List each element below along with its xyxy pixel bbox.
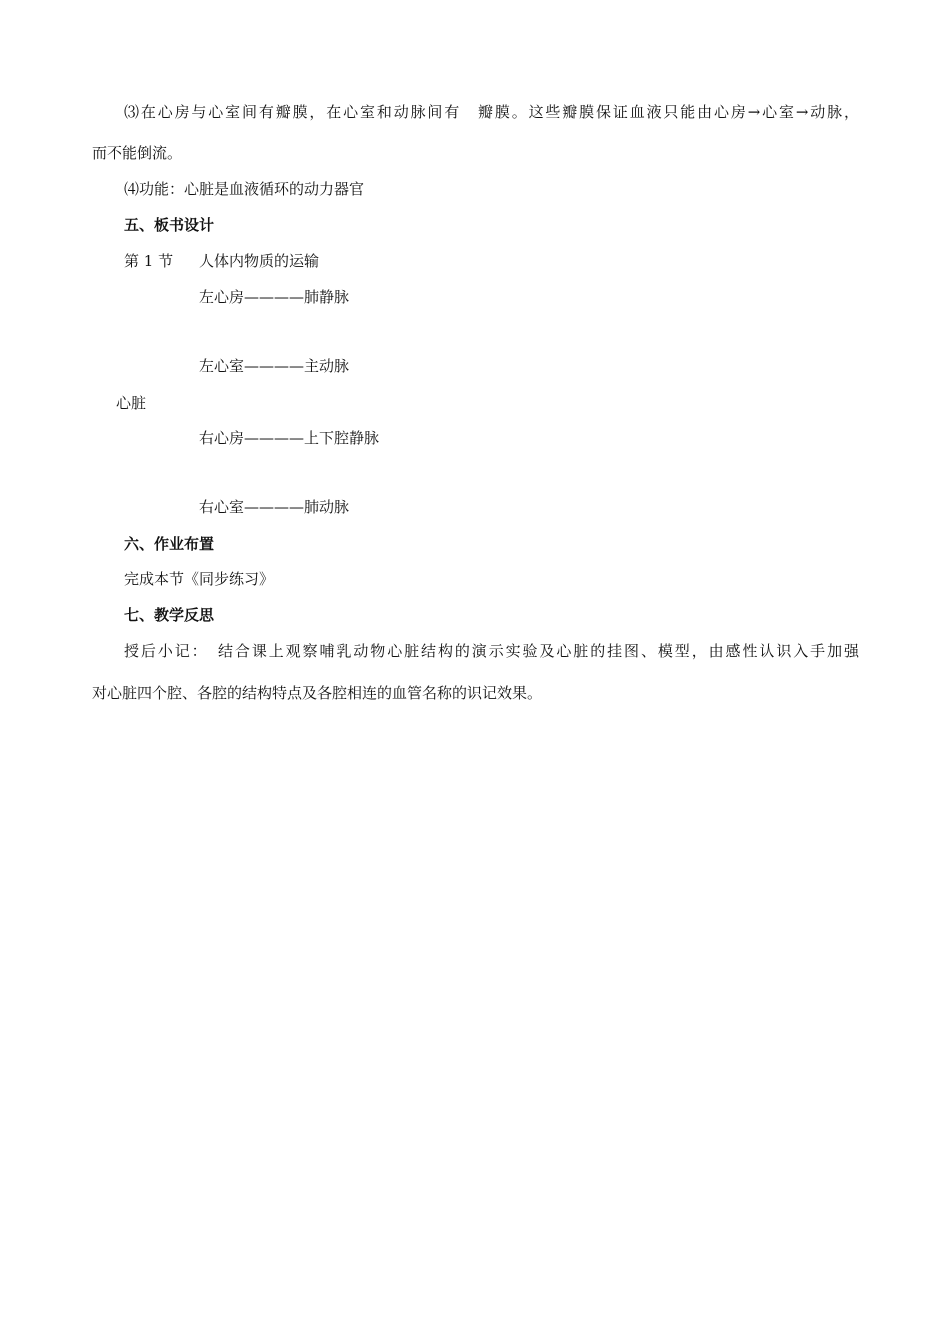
reflection-line-2: 对心脏四个腔、各腔的结构特点及各腔相连的血管名称的识记效果。 [92,684,543,702]
paragraph-valves-line-2: 而不能倒流。 [92,144,183,162]
paragraph-valves-line-1: ⑶在心房与心室间有瓣膜，在心室和动脉间有 瓣膜。这些瓣膜保证血液只能由心房→心室→动脉， [124,103,859,121]
reflection-line-1: 授后小记： 结合课上观察哺乳动物心脏结构的演示实验及心脏的挂图、模型，由感性认识入手加强 [124,642,859,660]
board-lesson-number: 第 1 节 [124,252,174,270]
board-heart-label: 心脏 [116,394,147,412]
board-lesson-title: 人体内物质的运输 [199,252,320,270]
section-heading-reflection: 七、教学反思 [124,606,215,624]
paragraph-function: ⑷功能：心脏是血液循环的动力器官 [124,180,365,198]
board-row-right-ventricle: 右心室————肺动脉 [199,498,350,516]
homework-text: 完成本节《同步练习》 [124,570,275,588]
board-row-left-ventricle: 左心室————主动脉 [199,357,350,375]
section-heading-board-design: 五、板书设计 [124,216,215,234]
board-row-left-atrium: 左心房————肺静脉 [199,288,350,306]
board-row-right-atrium: 右心房————上下腔静脉 [199,429,380,447]
section-heading-homework: 六、作业布置 [124,535,215,553]
